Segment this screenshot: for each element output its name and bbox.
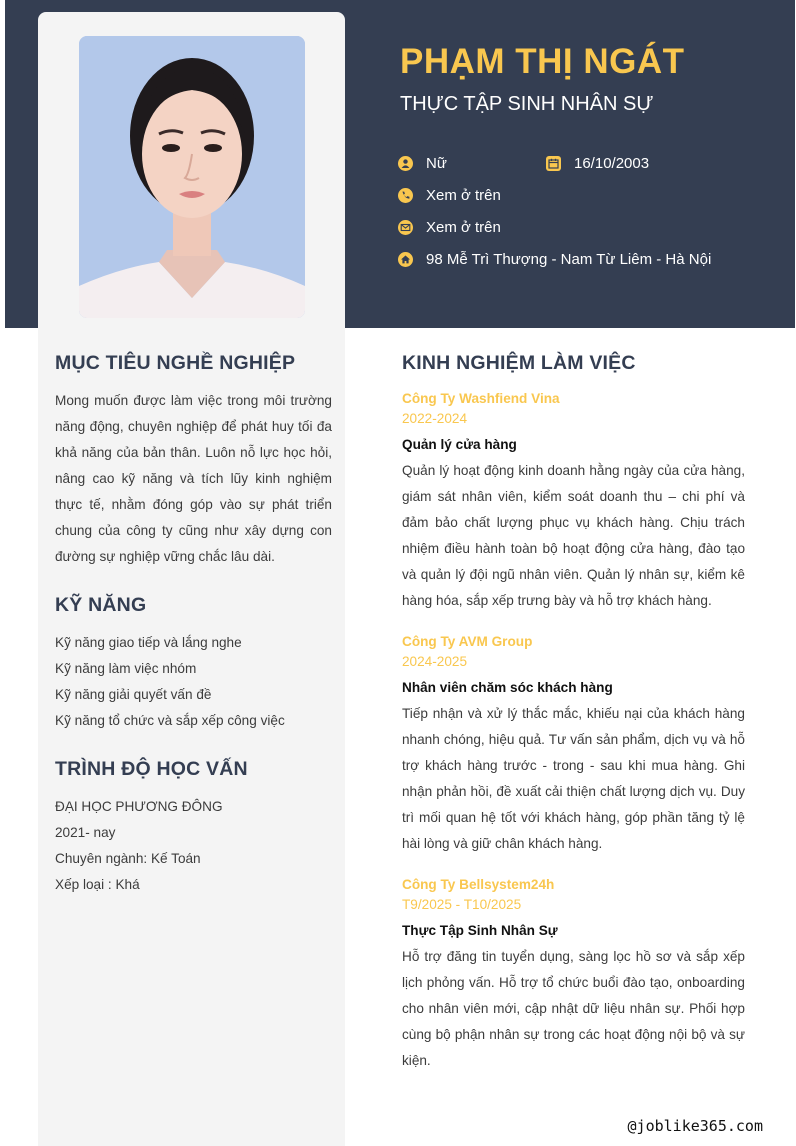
gender-value: Nữ [426,154,447,172]
job-period: 2024-2025 [402,654,468,669]
experience-entry [402,875,745,1074]
job-description: Quản lý hoạt động kinh doanh hằng ngày của cửa hàng, giám sát nhân viên, kiểm soát doanh thu – chi phí và đảm bảo chất lượng phục vụ khách hàng. Chịu trách nhiệm điều hành toàn bộ hoạt động cửa hàng, đào tạo và quản lý đội ngũ nhân viên. Quản lý nhân sự, kiểm kê hàng hóa, sắp xếp trưng bày và hỗ trợ khách hàng. [402,463,745,608]
job-description: Tiếp nhận và xử lý thắc mắc, khiếu nại của khách hàng nhanh chóng, hiệu quả. Tư vấn sản phẩm, dịch vụ và hỗ trợ khách hàng trước - trong - sau khi mua hàng. Ghi nhận phản hồi, đề xuất cải thiện chất lượng dịch vụ. Duy trì mối quan hệ tốt với khách hàng, góp phần tăng tỷ lệ hài lòng và giữ chân khách hàng. [402,706,745,851]
experience-entry [402,389,745,614]
education-title: TRÌNH ĐỘ HỌC VẤN [55,758,248,780]
address-value: 98 Mễ Trì Thượng - Nam Từ Liêm - Hà Nội [426,250,712,268]
list-item: Chuyên ngành: Kế Toán [55,851,201,866]
home-icon [398,252,413,267]
job-description: Hỗ trợ đăng tin tuyển dụng, sàng lọc hồ sơ và sắp xếp lịch phỏng vấn. Hỗ trợ tổ chức buổi đào tạo, onboarding cho nhân viên mới, cập nhật dữ liệu nhân sự. Phối hợp cùng bộ phận nhân sự trong các hoạt động nội bộ và sự kiện. [402,949,745,1068]
education-list [55,794,335,898]
list-item: ĐẠI HỌC PHƯƠNG ĐÔNG [55,799,223,814]
phone-value: Xem ở trên [426,186,501,204]
objective-text: Mong muốn được làm việc trong môi trường năng động, chuyên nghiệp để phát huy tối đa khả năng của bản thân. Luôn nỗ lực học hỏi, nâng cao kỹ năng và tích lũy kinh nghiệm thực tế, nhằm đóng góp vào sự phát triển chung của công ty cũng như xây dựng con đường sự nghiệp vững chắc lâu dài. [55,393,332,564]
company-name: Công Ty Washfiend Vina [402,391,560,406]
email-value: Xem ở trên [426,218,501,236]
desired-position: THỰC TẬP SINH NHÂN SỰ [400,93,654,115]
job-role: Thực Tập Sinh Nhân Sự [402,923,558,938]
list-item: Xếp loại : Khá [55,877,140,892]
job-period: 2022-2024 [402,411,468,426]
list-item: Kỹ năng giải quyết vấn đề [55,687,212,702]
user-icon [398,156,413,171]
company-name: Công Ty Bellsystem24h [402,877,555,892]
experience-entry [402,632,745,857]
phone-row [398,184,501,206]
list-item: Kỹ năng làm việc nhóm [55,661,197,676]
birthday-row [546,152,649,174]
email-row [398,216,501,238]
objective-title: MỤC TIÊU NGHỀ NGHIỆP [55,352,296,374]
profile-photo [79,36,305,318]
birthday-value: 16/10/2003 [574,154,650,172]
site-watermark: @joblike365.com [627,1117,763,1135]
address-row [398,248,711,270]
email-icon [398,220,413,235]
list-item: Kỹ năng tổ chức và sắp xếp công việc [55,713,285,728]
company-name: Công Ty AVM Group [402,634,533,649]
calendar-icon [546,156,561,171]
list-item: Kỹ năng giao tiếp và lắng nghe [55,635,242,650]
job-role: Quản lý cửa hàng [402,437,517,452]
gender-row [398,152,447,174]
job-role: Nhân viên chăm sóc khách hàng [402,680,613,695]
list-item: 2021- nay [55,825,116,840]
job-period: T9/2025 - T10/2025 [402,897,522,912]
skills-title: KỸ NĂNG [55,594,147,616]
experience-title: KINH NGHIỆM LÀM VIỆC [402,352,636,374]
candidate-name: PHẠM THỊ NGÁT [400,42,685,81]
phone-icon [398,188,413,203]
skills-list [55,630,335,734]
